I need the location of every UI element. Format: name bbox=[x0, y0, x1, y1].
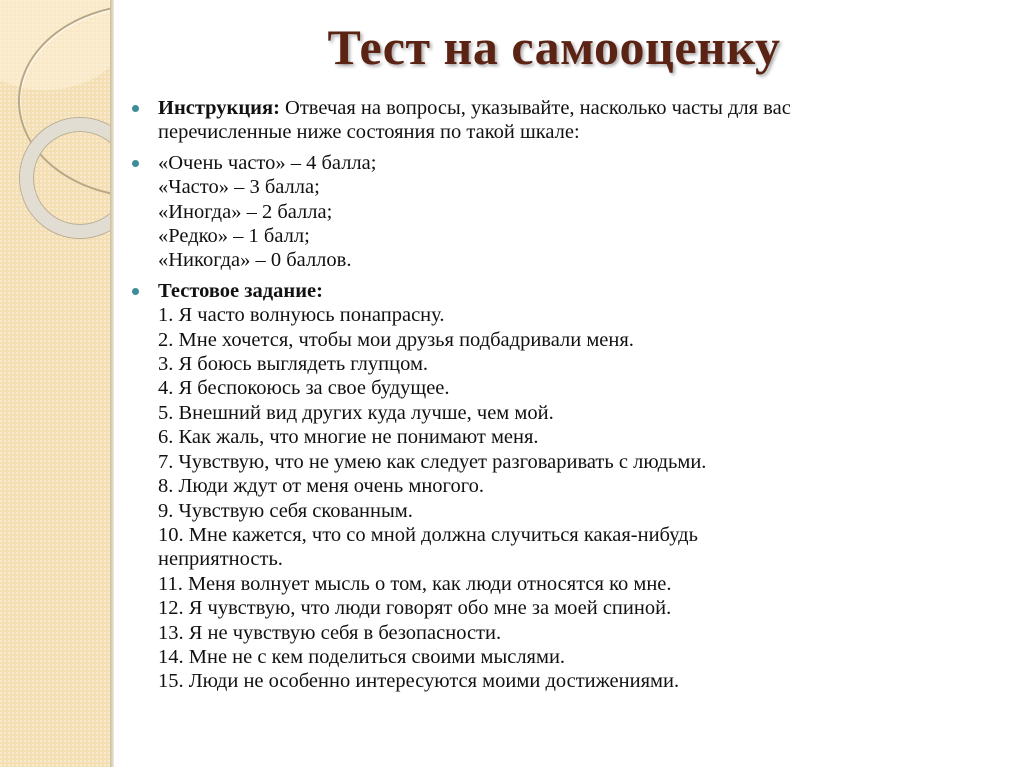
instruction-text: Отвечая на вопросы, указывайте, насколько часты для вас bbox=[279, 97, 791, 119]
scale-item: «Очень часто» – 4 балла; bbox=[158, 151, 377, 174]
instruction-line-2: перечисленные ниже состояния по такой шкале: bbox=[158, 121, 580, 144]
bullet-icon bbox=[132, 288, 139, 295]
scale-bullet bbox=[130, 151, 990, 273]
task-item: 8. Люди ждут от меня очень многого. bbox=[158, 475, 484, 498]
slide-title: Тест на самооценку bbox=[327, 19, 781, 75]
side-panel-edge bbox=[110, 0, 114, 767]
task-item: 10. Мне кажется, что со мной должна случиться какая-нибудь bbox=[158, 523, 698, 546]
instruction-line-1 bbox=[158, 96, 990, 120]
task-item: 12. Я чувствую, что люди говорят обо мне за моей спиной. bbox=[158, 597, 672, 620]
scale-item: «Никогда» – 0 баллов. bbox=[158, 249, 352, 272]
instruction-label: Инструкция: bbox=[158, 97, 280, 119]
task-item-continuation: неприятность. bbox=[158, 548, 283, 571]
task-label: Тестовое задание: bbox=[158, 279, 323, 302]
task-item: 3. Я боюсь выглядеть глупцом. bbox=[158, 353, 429, 376]
task-bullet bbox=[130, 279, 990, 694]
scale-item: «Редко» – 1 балл; bbox=[158, 225, 310, 248]
task-item: 6. Как жаль, что многие не понимают меня. bbox=[158, 426, 539, 449]
task-item: 4. Я беспокоюсь за свое будущее. bbox=[158, 377, 450, 400]
task-item: 1. Я часто волнуюсь понапрасну. bbox=[158, 304, 445, 327]
scale-item: «Часто» – 3 балла; bbox=[158, 176, 320, 199]
scale-item: «Иногда» – 2 балла; bbox=[158, 200, 333, 223]
task-item: 2. Мне хочется, чтобы мои друзья подбадривали меня. bbox=[158, 328, 634, 351]
task-item: 9. Чувствую себя скованным. bbox=[158, 499, 413, 522]
instruction-bullet bbox=[130, 96, 990, 145]
task-item: 13. Я не чувствую себя в безопасности. bbox=[158, 621, 502, 644]
bullet-icon bbox=[132, 160, 139, 167]
slide-content bbox=[130, 96, 990, 700]
task-item: 7. Чувствую, что не умею как следует разговаривать с людьми. bbox=[158, 450, 707, 473]
task-item: 14. Мне не с кем поделиться своими мыслями. bbox=[158, 645, 566, 668]
task-item: 11. Меня волнует мысль о том, как люди относятся ко мне. bbox=[158, 572, 672, 595]
task-item: 5. Внешний вид других куда лучше, чем мой. bbox=[158, 401, 554, 424]
task-item: 15. Люди не особенно интересуются моими достижениями. bbox=[158, 670, 680, 693]
bullet-icon bbox=[132, 105, 139, 112]
decorative-side-panel bbox=[0, 0, 110, 767]
